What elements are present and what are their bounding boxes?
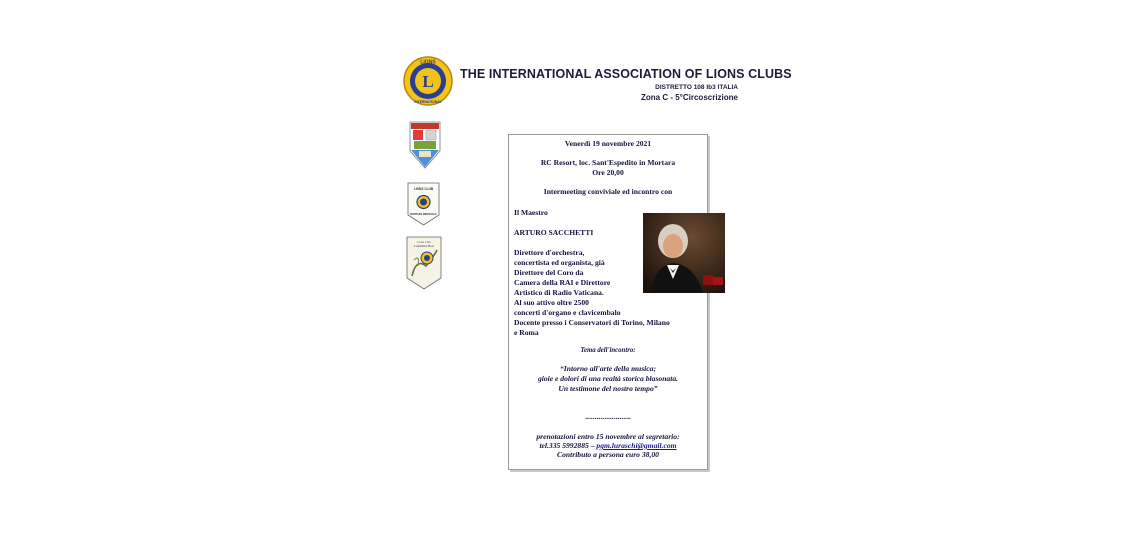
- booking-note: prenotazioni entro 15 novembre al segretario:: [536, 432, 680, 441]
- phone-number: tel.335 5992885 –: [539, 441, 595, 450]
- lions-club-lomellina-pennant-icon: [406, 236, 442, 290]
- district-label: DISTRETTO 108 Ib3 ITALIA: [655, 84, 738, 91]
- lions-club-mortara-pennant-icon: [407, 182, 440, 226]
- bio-line: Artistico di Radio Vaticana.: [514, 288, 604, 297]
- speaker-intro: Il Maestro: [514, 208, 548, 217]
- email-link[interactable]: pgm.luraschi@gmail.com: [596, 441, 677, 450]
- lions-logo: [401, 55, 455, 107]
- zone-label: Zona C - 5°Circoscrizione: [641, 93, 738, 102]
- event-time: Ore 20,00: [592, 168, 624, 177]
- svg-text:LIONS CLUB: LIONS CLUB: [413, 187, 434, 191]
- svg-text:Lomellina Host: Lomellina Host: [414, 244, 434, 248]
- speaker-name: ARTURO SACCHETTI: [514, 228, 594, 237]
- contribution-note: Contributo a persona euro 38,00: [557, 450, 659, 459]
- event-date: Venerdì 19 novembre 2021: [564, 139, 652, 148]
- bio-line: concertista ed organista, già: [514, 258, 605, 267]
- bio-line: Direttore d'orchestra,: [514, 248, 585, 257]
- theme-label: Tema dell'incontro:: [580, 347, 636, 354]
- bio-line: Docente presso i Conservatori di Torino, Milano: [514, 318, 670, 327]
- association-title: THE INTERNATIONAL ASSOCIATION OF LIONS CLUBS: [460, 67, 792, 81]
- bio-line: e Roma: [514, 328, 539, 337]
- coat-of-arms-pennant-icon: [409, 121, 441, 169]
- bio-line: Al suo attivo oltre 2500: [514, 298, 589, 307]
- invitation-card: [508, 134, 708, 470]
- lions-emblem-icon: [401, 55, 455, 107]
- svg-text:LIONS: LIONS: [420, 59, 436, 66]
- theme-line: Un testimone del nostro tempo”: [558, 384, 658, 393]
- separator: ........................: [585, 412, 631, 421]
- theme-line: “Intorno all'arte della musica;: [560, 364, 656, 373]
- bio-line: concerti d'organo e clavicembalo: [514, 308, 621, 317]
- bio-line: Camera della RAI e Direttore: [514, 278, 611, 287]
- bio-line: Direttore del Coro da: [514, 268, 584, 277]
- svg-text:INTERNATIONAL: INTERNATIONAL: [414, 100, 442, 104]
- svg-text:L: L: [422, 72, 434, 91]
- svg-text:Lions Club: Lions Club: [417, 240, 431, 244]
- svg-text:MORTARA MEDIEVALE: MORTARA MEDIEVALE: [410, 213, 437, 216]
- speaker-photo: [643, 213, 725, 293]
- event-description: Intermeeting conviviale ed incontro con: [543, 187, 673, 196]
- event-venue: RC Resort, loc. Sant'Espedito in Mortara: [540, 158, 676, 167]
- theme-line: gioie e dolori di una realtà storica blasonata.: [537, 374, 679, 383]
